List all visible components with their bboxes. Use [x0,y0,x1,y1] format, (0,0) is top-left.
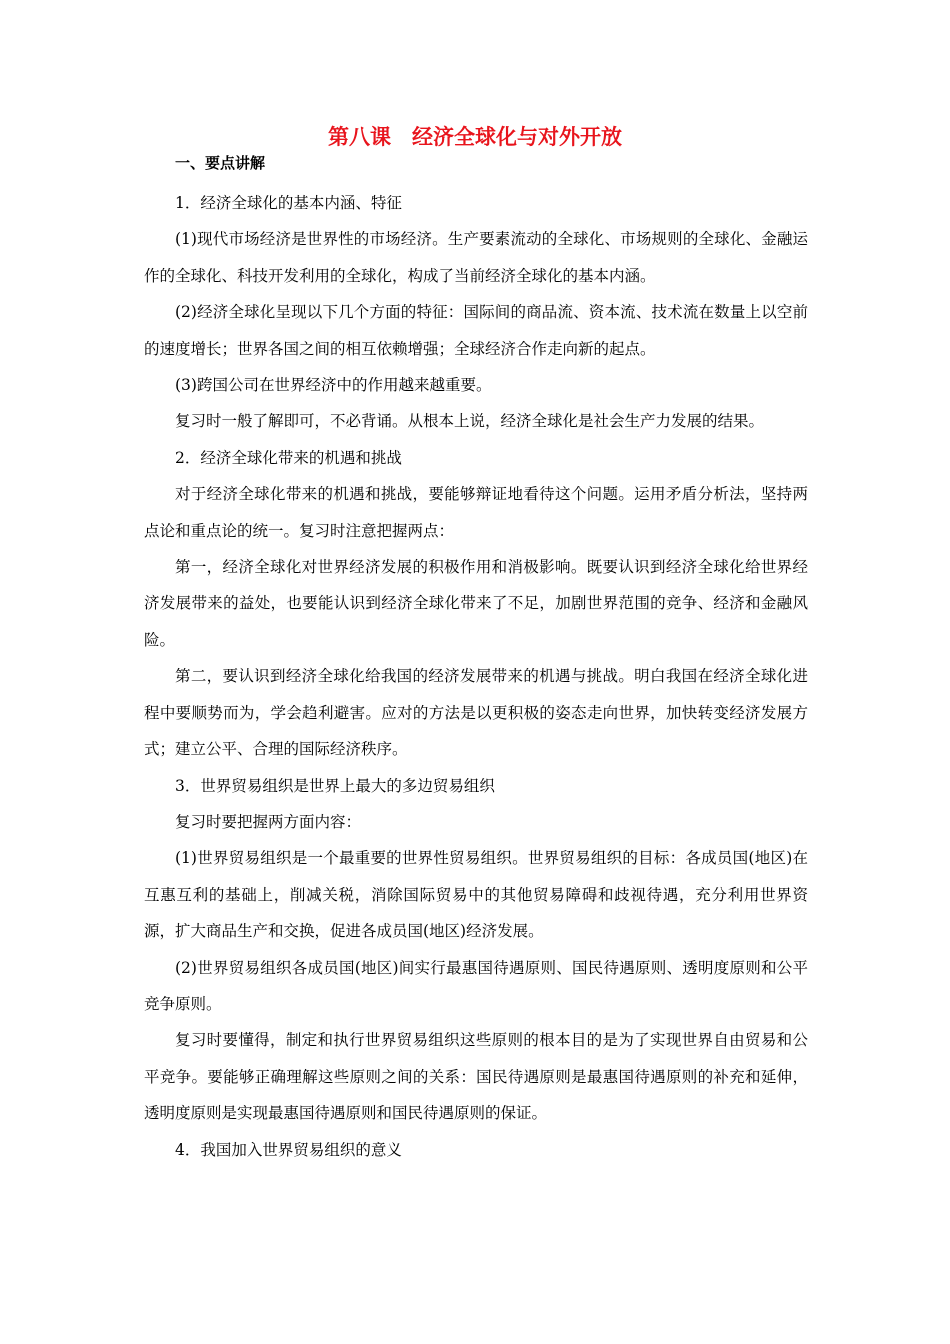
paragraph-11: 复习时要把握两方面内容： [175,812,362,831]
paragraph-4: (3)跨国公司在世界经济中的作用越来越重要。 [175,376,492,395]
document-title: 第八课 经济全球化与对外开放 [328,125,622,149]
paragraph-10: 3．世界贸易组织是世界上最大的多边贸易组织 [175,776,495,795]
paragraph-13: (2)世界贸易组织各成员国(地区)间实行最惠国待遇原则、国民待遇原则、透明度原则和公平竞争原则。 [144,958,808,1013]
paragraph-15: 4．我国加入世界贸易组织的意义 [175,1140,402,1159]
paragraph-1: 1．经济全球化的基本内涵、特征 [175,194,402,212]
section-heading: 一、要点讲解 [175,154,266,172]
paragraph-8: 第一，经济全球化对世界经济发展的积极作用和消极影响。既要认识到经济全球化给世界经济发展带来的益处，也要能认识到经济全球化带来了不足，加剧世界范围的竞争、经济和金融风险。 [144,558,808,649]
paragraph-9: 第二，要认识到经济全球化给我国的经济发展带来的机遇与挑战。明白我国在经济全球化进程中要顺势而为，学会趋利避害。应对的方法是以更积极的姿态走向世界，加快转变经济发展方式；建立公平、合理的国际经济秩序。 [144,667,808,759]
document-body [144,185,808,1168]
paragraph-6: 2．经济全球化带来的机遇和挑战 [175,448,402,467]
paragraph-3: (2)经济全球化呈现以下几个方面的特征：国际间的商品流、资本流、技术流在数量上以空前的速度增长；世界各国之间的相互依赖增强；全球经济合作走向新的起点。 [144,303,808,358]
paragraph-14: 复习时要懂得，制定和执行世界贸易组织这些原则的根本目的是为了实现世界自由贸易和公平竞争。要能够正确理解这些原则之间的关系：国民待遇原则是最惠国待遇原则的补充和延伸，透明度原则是实现最惠国待遇原则和国民待遇原则的保证。 [144,1031,808,1123]
paragraph-7: 对于经济全球化带来的机遇和挑战，要能够辩证地看待这个问题。运用矛盾分析法，坚持两点论和重点论的统一。复习时注意把握两点： [144,485,808,540]
paragraph-12: (1)世界贸易组织是一个最重要的世界性贸易组织。世界贸易组织的目标：各成员国(地区)在互惠互利的基础上，削减关税，消除国际贸易中的其他贸易障碍和歧视待遇，充分利用世界资源，扩大商品生产和交换，促进各成员国(地区)经济发展。 [144,849,808,941]
paragraph-5: 复习时一般了解即可，不必背诵。从根本上说，经济全球化是社会生产力发展的结果。 [175,412,765,431]
paragraph-2: (1)现代市场经济是世界性的市场经济。生产要素流动的全球化、市场规则的全球化、金融运作的全球化、科技开发利用的全球化，构成了当前经济全球化的基本内涵。 [144,230,808,285]
